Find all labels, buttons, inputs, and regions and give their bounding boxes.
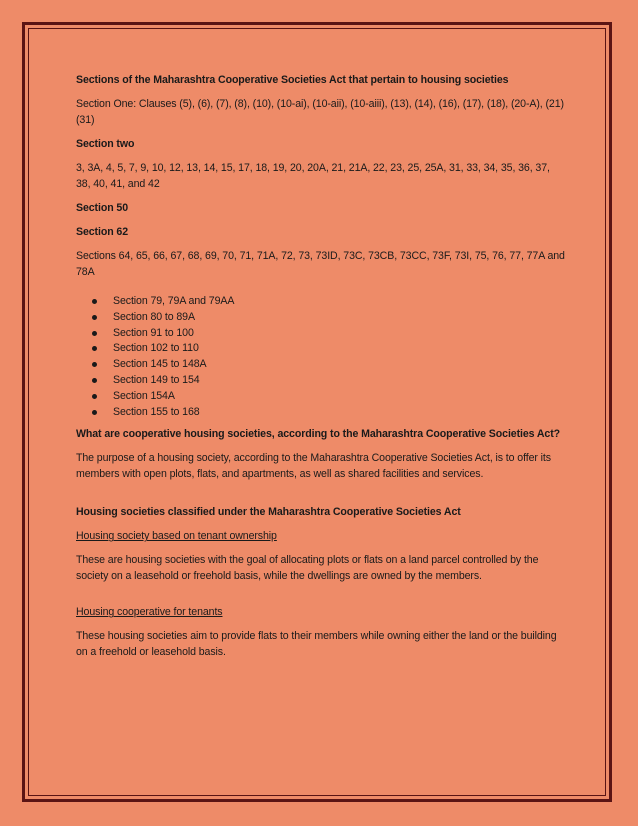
list-item-text: Section 154A [113,389,175,402]
classified-heading: Housing societies classified under the Maharashtra Cooperative Societies Act [76,506,461,519]
type1-paragraph: These are housing societies with the goal of allocating plots or flats on a land parcel controlled by the society on a leasehold or freehold basis, while the dwellings are owned by the members. [76,554,539,583]
type2-title: Housing cooperative for tenants [76,606,223,619]
list-item-text: Section 145 to 148A [113,358,207,371]
bullet-icon [92,394,97,399]
list-item [92,341,566,357]
answer-paragraph: The purpose of a housing society, according to the Maharashtra Cooperative Societies Act, is to offer its members with open plots, flats, and apartments, as well as shared facilities and services. [76,452,551,481]
section-50-title: Section 50 [76,202,128,214]
list-item-text: Section 80 to 89A [113,310,195,323]
bullet-icon [92,362,97,367]
section-62-title: Section 62 [76,226,128,238]
list-item-text: Section 102 to 110 [113,342,199,355]
bullet-icon [92,378,97,383]
list-item-text: Section 79, 79A and 79AA [113,295,235,307]
list-item [92,357,566,373]
list-item [92,373,566,389]
bullet-icon [92,346,97,351]
type1-title: Housing society based on tenant ownership [76,530,277,543]
type2-paragraph: These housing societies aim to provide flats to their members while owning either the land or the building on a freehold or leasehold basis. [76,630,557,659]
list-item [92,405,566,421]
sections-64-list: Sections 64, 65, 66, 67, 68, 69, 70, 71, 71A, 72, 73, 73ID, 73C, 73CB, 73CC, 73F, 73I, 75, 76, 77, 77A and 78A [76,250,565,278]
spacer [76,490,566,504]
document-heading: Sections of the Maharashtra Cooperative Societies Act that pertain to housing societies [76,74,509,86]
bullet-icon [92,315,97,320]
document-body [76,72,566,668]
list-item-text: Section 149 to 154 [113,373,200,386]
spacer [76,592,566,604]
section-two-list: 3, 3A, 4, 5, 7, 9, 10, 12, 13, 14, 15, 17, 18, 19, 20, 20A, 21, 21A, 22, 23, 25, 25A, 31, 33, 34, 35, 36, 37, 38, 40, 41, and 42 [76,162,550,190]
list-item-text: Section 91 to 100 [113,326,194,339]
section-two-title: Section two [76,138,135,150]
section-one-text: Section One: Clauses (5), (6), (7), (8), (10), (10-ai), (10-aii), (10-aiii), (13), (14), (16), (17), (18), (20-A), (21) (31) [76,98,564,126]
bullet-icon [92,410,97,415]
list-item [92,389,566,405]
list-item [92,310,566,326]
list-item [92,294,566,310]
sections-bullet-list [76,294,566,420]
bullet-icon [92,299,97,304]
question-heading: What are cooperative housing societies, according to the Maharashtra Cooperative Societies Act? [76,428,561,441]
list-item-text: Section 155 to 168 [113,405,200,418]
bullet-icon [92,331,97,336]
list-item [92,326,566,342]
